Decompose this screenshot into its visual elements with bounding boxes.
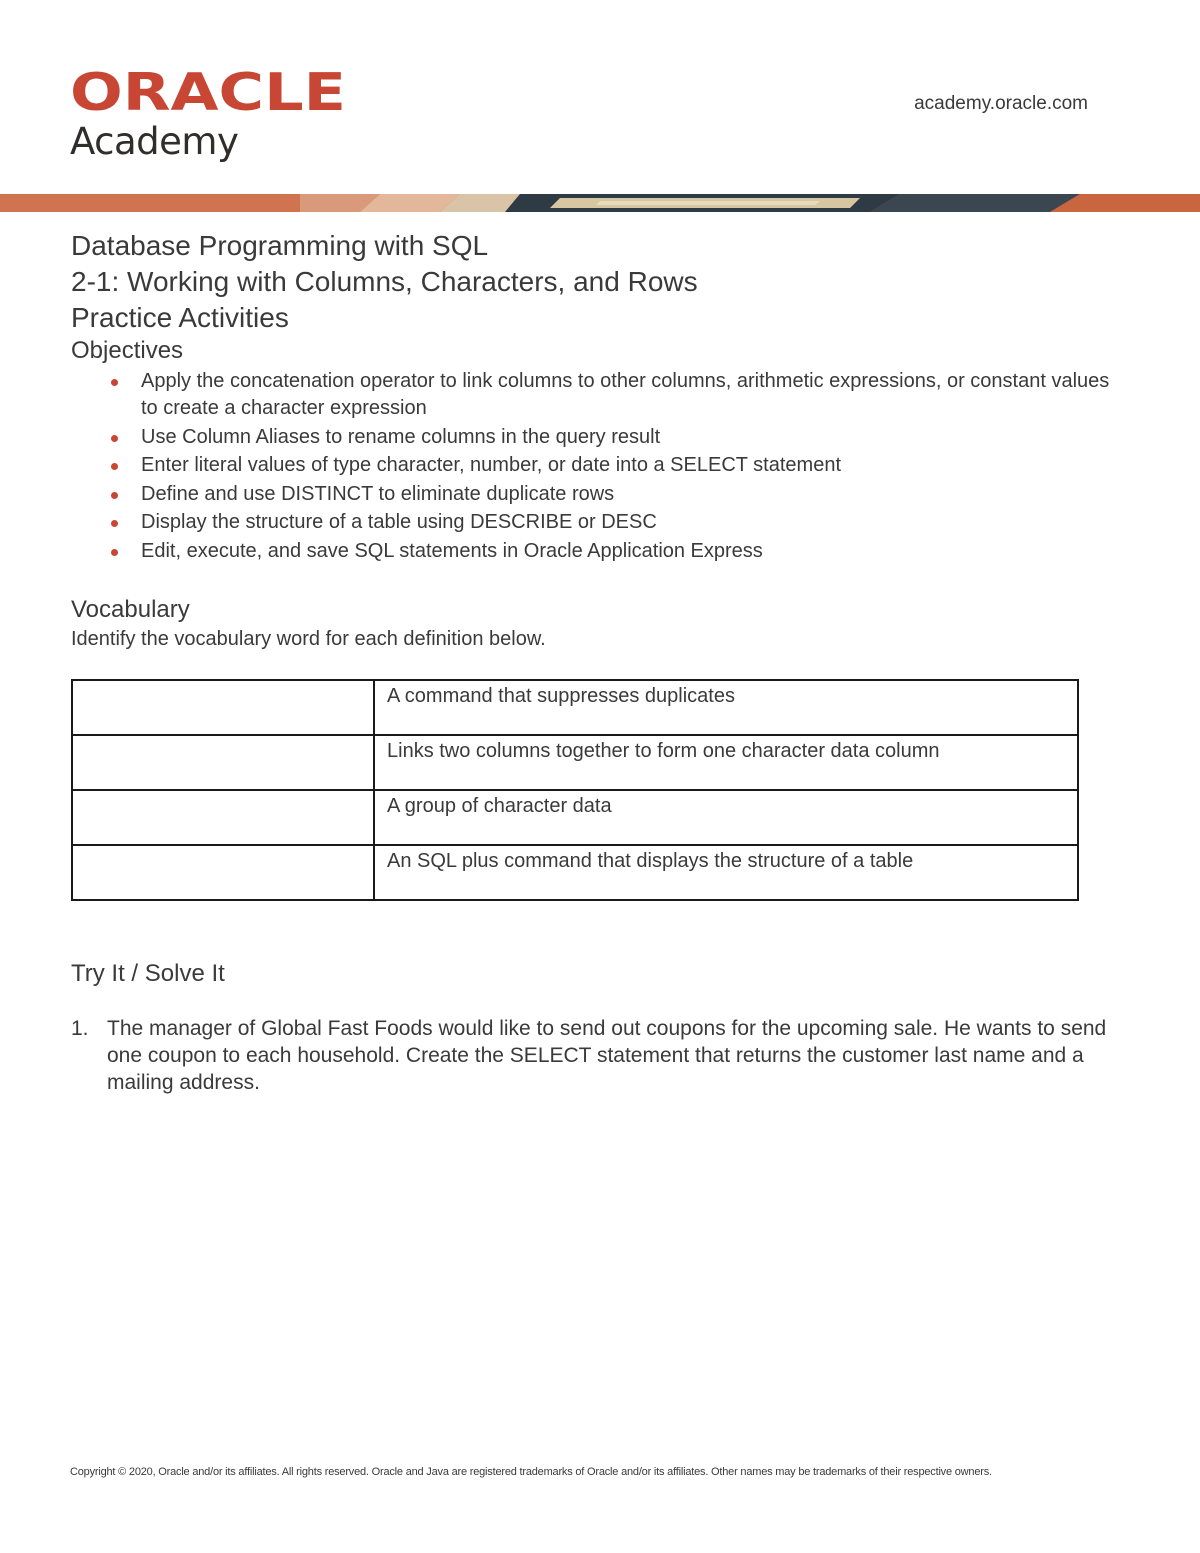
oracle-wordmark: [70, 66, 348, 114]
decorative-banner: [0, 194, 1200, 212]
table-row: [72, 790, 1078, 845]
bullet-icon: [111, 379, 118, 386]
question-number: 1.: [71, 1016, 89, 1040]
activity-title: Practice Activities: [71, 302, 289, 333]
vocab-definition-cell: Links two columns together to form one character data column: [374, 735, 1078, 790]
objectives-heading: Objectives: [71, 337, 184, 364]
copyright-footer: Copyright © 2020, Oracle and/or its affiliates. All rights reserved. Oracle and Java are registered trademarks of Oracle and/or its affiliates. Other names may be trademarks of their respective owners.: [70, 1466, 992, 1478]
academy-wordmark: Academy: [70, 120, 239, 163]
list-item: Apply the concatenation operator to link columns to other columns, arithmetic expressions, or constant values to create a character expression: [71, 368, 1131, 422]
table-row: [72, 735, 1078, 790]
objectives-list: [71, 368, 1131, 565]
vocab-term-cell[interactable]: [72, 680, 374, 735]
table-row: [72, 845, 1078, 900]
course-title: Database Programming with SQL: [71, 230, 489, 261]
question-list: [71, 1015, 1131, 1096]
try-it-heading: Try It / Solve It: [71, 959, 225, 987]
vocabulary-table: [71, 679, 1079, 901]
list-item: Enter literal values of type character, number, or date into a SELECT statement: [71, 452, 1131, 479]
table-row: [72, 680, 1078, 735]
bullet-icon: [111, 492, 118, 499]
vocab-term-cell[interactable]: [72, 735, 374, 790]
vocab-definition-cell: A command that suppresses duplicates: [374, 680, 1078, 735]
list-item: Display the structure of a table using DESCRIBE or DESC: [71, 509, 1131, 536]
bullet-icon: [111, 520, 118, 527]
vocab-term-cell[interactable]: [72, 790, 374, 845]
vocabulary-heading: Vocabulary: [71, 595, 190, 623]
list-item: [71, 1015, 1117, 1096]
svg-text:ORACLE: ORACLE: [70, 66, 346, 114]
main-content: [71, 228, 1131, 1096]
vocab-definition-cell: An SQL plus command that displays the structure of a table: [374, 845, 1078, 900]
oracle-academy-logo: [70, 66, 348, 163]
bullet-icon: [111, 549, 118, 556]
list-item: Define and use DISTINCT to eliminate duplicate rows: [71, 481, 1131, 508]
list-item: Edit, execute, and save SQL statements in Oracle Application Express: [71, 538, 1131, 565]
vocabulary-intro: Identify the vocabulary word for each definition below.: [71, 627, 546, 650]
lesson-title: 2-1: Working with Columns, Characters, and Rows: [71, 266, 698, 297]
bullet-icon: [111, 435, 118, 442]
question-text: The manager of Global Fast Foods would like to send out coupons for the upcoming sale. He wants to send one coupon to each household. Create the SELECT statement that returns the customer last name and a mailing address.: [107, 1016, 1107, 1094]
vocab-term-cell[interactable]: [72, 845, 374, 900]
vocab-definition-cell: A group of character data: [374, 790, 1078, 845]
bullet-icon: [111, 463, 118, 470]
list-item: Use Column Aliases to rename columns in the query result: [71, 424, 1131, 451]
site-url: academy.oracle.com: [914, 93, 1088, 114]
